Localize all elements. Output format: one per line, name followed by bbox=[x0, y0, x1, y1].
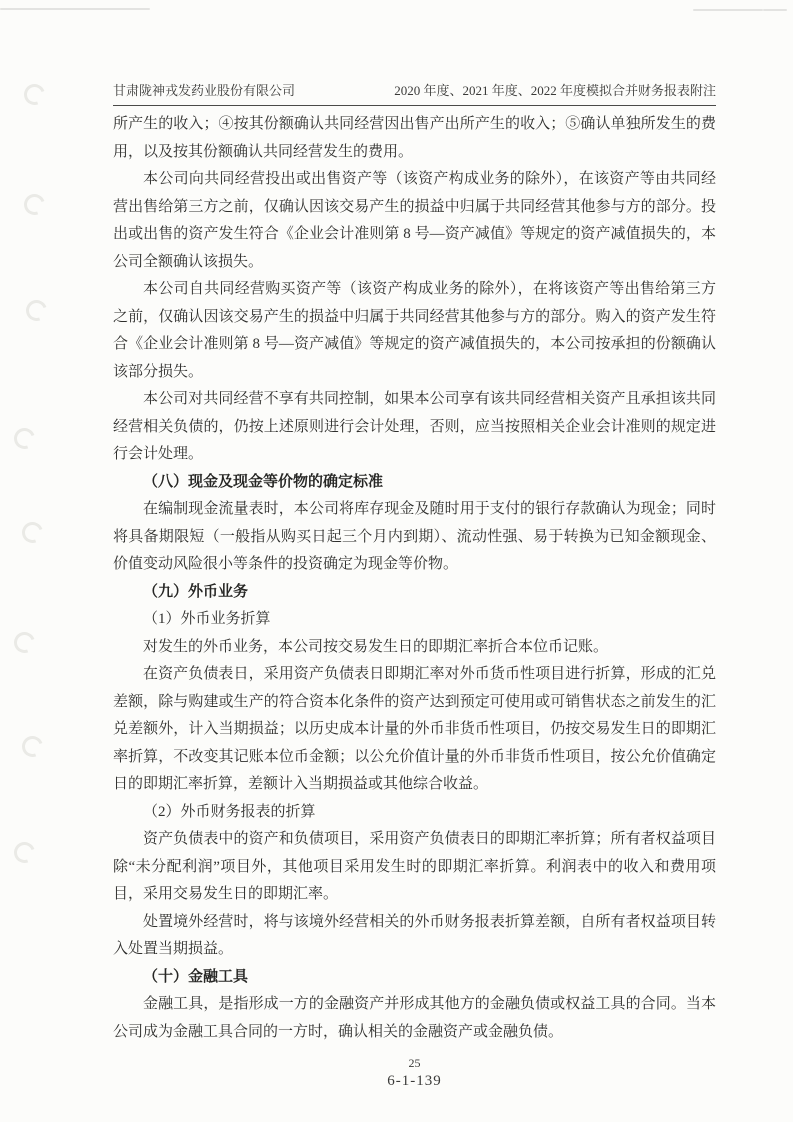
section-heading: （十）金融工具 bbox=[143, 968, 249, 985]
paragraph: 在资产负债表日，采用资产负债表日即期汇率对外币货币性项目进行折算，形成的汇兑差额，除与购建或生产的符合资本化条件的资产达到预定可使用或可销售状态之前发生的汇兑差额外，计入当期损益；以历史成本计量的外币非货币性项目，仍按交易发生日的即期汇率折算，不改变其记账本位币金额；以公允价值计量的外币非货币性项目，按公允价值确定日的即期汇率折算，差额计入当期损益或其他综合收益。 bbox=[113, 666, 716, 792]
punch-hole-artifact bbox=[11, 629, 39, 657]
punch-hole-artifact bbox=[23, 297, 51, 325]
document-number: 6-1-139 bbox=[387, 1073, 442, 1089]
paragraph: 在编制现金流量表时，本公司将库存现金及随时用于支付的银行存款确认为现金；同时将具备期限短（一般指从购买日起三个月内到期）、流动性强、易于转换为已知金额现金、价值变动风险很小等条件的投资确定为现金等价物。 bbox=[113, 501, 716, 572]
section-heading: （八）现金及现金等价物的确定标准 bbox=[143, 473, 384, 490]
paragraph: 本公司向共同经营投出或出售资产等（该资产构成业务的除外），在该资产等由共同经营出售给第三方之前，仅确认因该交易产生的损益中归属于共同经营其他参与方的部分。投出或出售的资产发生符合《企业会计准则第 8 号—资产减值》等规定的资产减值损失的，本公司全额确认该损失。 bbox=[113, 171, 716, 270]
page-header bbox=[113, 80, 716, 106]
paragraph: 对发生的外币业务，本公司按交易发生日的即期汇率折合本位币记账。 bbox=[143, 638, 609, 655]
page-number: 25 bbox=[408, 1056, 421, 1070]
scan-edge-artifact bbox=[693, 9, 763, 11]
paragraph: 所产生的收入；④按其份额确认共同经营因出售产出所产生的收入；⑤确认单独所发生的费用，以及按其份额确认共同经营发生的费用。 bbox=[113, 116, 716, 160]
paragraph: 本公司自共同经营购买资产等（该资产构成业务的除外），在将该资产等出售给第三方之前，仅确认因该交易产生的损益中归属于共同经营其他参与方的部分。购入的资产发生符合《企业会计准则第 8 号—资产减值》等规定的资产减值损失的，本公司按承担的份额确认该部分损失。 bbox=[113, 281, 716, 380]
section-heading: （九）外币业务 bbox=[143, 583, 249, 600]
paragraph: 金融工具，是指形成一方的金融资产并形成其他方的金融负债或权益工具的合同。当本公司成为金融工具合同的一方时，确认相关的金融资产或金融负债。 bbox=[113, 996, 716, 1040]
paragraph: 本公司对共同经营不享有共同控制，如果本公司享有该共同经营相关资产且承担该共同经营相关负债的，仍按上述原则进行会计处理，否则，应当按照相关企业会计准则的规定进行会计处理。 bbox=[113, 391, 716, 462]
paragraph: 资产负债表中的资产和负债项目，采用资产负债表日的即期汇率折算；所有者权益项目除“未分配利润”项目外，其他项目采用发生时的即期汇率折算。利润表中的收入和费用项目，采用交易发生日的即期汇率。 bbox=[113, 831, 716, 902]
punch-hole-artifact bbox=[11, 839, 39, 867]
punch-hole-artifact bbox=[19, 519, 47, 547]
report-title: 2020 年度、2021 年度、2022 年度模拟合并财务报表附注 bbox=[394, 83, 716, 98]
page-footer bbox=[113, 1055, 716, 1091]
company-name: 甘肃陇神戎发药业股份有限公司 bbox=[113, 83, 296, 98]
document-body bbox=[113, 111, 716, 1046]
punch-hole-artifact bbox=[11, 425, 39, 453]
section-subheading: （1）外币业务折算 bbox=[143, 611, 271, 627]
punch-hole-artifact bbox=[19, 733, 47, 761]
paragraph: 处置境外经营时，将与该境外经营相关的外币财务报表折算差额，自所有者权益项目转入处置当期损益。 bbox=[113, 913, 716, 957]
section-subheading: （2）外币财务报表的折算 bbox=[143, 803, 316, 820]
punch-hole-artifact bbox=[21, 81, 49, 109]
punch-hole-artifact bbox=[21, 191, 49, 219]
scan-edge-artifact bbox=[0, 8, 150, 10]
scan-edge-artifact bbox=[763, 9, 787, 11]
